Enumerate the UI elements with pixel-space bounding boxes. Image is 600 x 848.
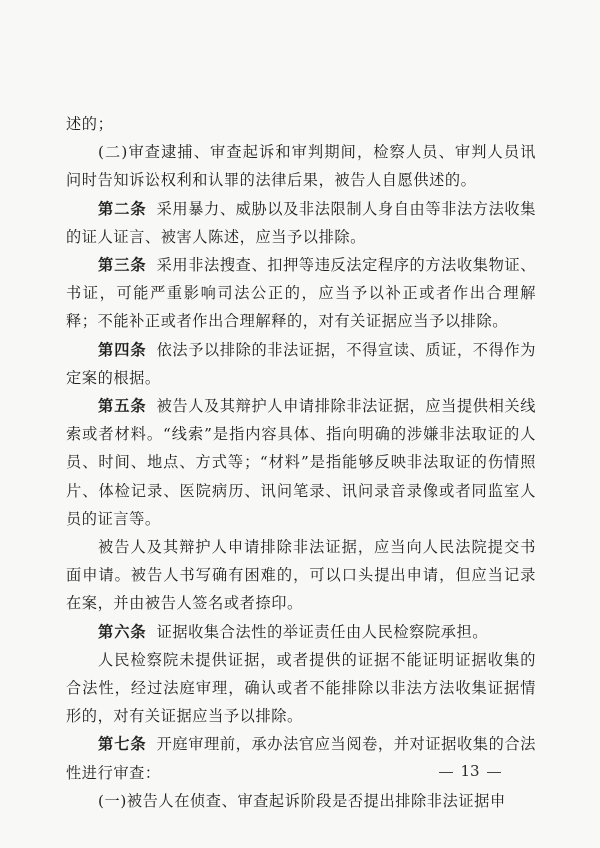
article-2 — [66, 195, 536, 251]
article-5-text: 被告人及其辩护人申请排除非法证据，应当提供相关线索或者材料。“线索”是指内容具体、指向明确的涉嫌非法取证的人员、时间、地点、方式等；“材料”是指能够反映非法取证的伤情照片、体检记录、医院病历、讯问笔录、讯问录音录像或者同监室人员的证言等。 — [66, 397, 536, 528]
article-7-item-1 — [66, 787, 536, 815]
article-4-label: 第四条 — [98, 340, 147, 359]
article-2-label: 第二条 — [98, 199, 147, 218]
article-4-text: 依法予以排除的非法证据，不得宣读、质证，不得作为定案的根据。 — [66, 340, 536, 387]
article-5 — [66, 392, 536, 533]
article-2-text: 采用暴力、威胁以及非法限制人身自由等非法方法收集的证人证言、被害人陈述，应当予以排除。 — [66, 199, 536, 246]
article-7-label: 第七条 — [98, 735, 147, 754]
article-3-label: 第三条 — [98, 256, 147, 275]
article-6-text: 证据收集合法性的举证责任由人民检察院承担。 — [156, 622, 489, 641]
paragraph-1-text: 述的； — [66, 115, 114, 133]
article-7-text: 开庭审理前，承办法官应当阅卷，并对证据收集的合法性进行审查： — [66, 735, 536, 782]
article-6 — [66, 618, 536, 646]
paragraph-2 — [66, 138, 536, 194]
article-7-item-1-text: (一)被告人在侦查、审查起诉阶段是否提出排除非法证据申 — [98, 791, 506, 810]
article-5-paragraph-2 — [66, 533, 536, 618]
page-number — [420, 762, 520, 780]
article-6-paragraph-2-text: 人民检察院未提供证据，或者提供的证据不能证明证据收集的合法性，经过法庭审理，确认或者不能排除以非法方法收集证据情形的，对有关证据应当予以排除。 — [66, 650, 536, 726]
article-4 — [66, 336, 536, 392]
article-5-paragraph-2-text: 被告人及其辩护人申请排除非法证据，应当向人民法院提交书面申请。被告人书写确有困难的，可以口头提出申请，但应当记录在案，并由被告人签名或者捺印。 — [66, 538, 536, 613]
article-6-paragraph-2 — [66, 646, 536, 731]
paragraph-2-text: (二)审查逮捕、审查起诉和审判期间，检察人员、审判人员讯问时告知诉讼权利和认罪的法律后果，被告人自愿供述的。 — [66, 143, 536, 190]
page-number-left-dash — [439, 772, 453, 773]
document-body — [66, 110, 536, 815]
article-6-label: 第六条 — [98, 622, 147, 641]
page-number-right-dash — [487, 772, 501, 773]
article-5-label: 第五条 — [98, 397, 147, 416]
page-number-value: 13 — [460, 762, 480, 780]
paragraph-1 — [66, 110, 536, 138]
article-3 — [66, 251, 536, 336]
article-3-text: 采用非法搜查、扣押等违反法定程序的方法收集物证、书证，可能严重影响司法公正的，应当予以补正或者作出合理解释；不能补正或者作出合理解释的，对有关证据应当予以排除。 — [66, 256, 536, 331]
